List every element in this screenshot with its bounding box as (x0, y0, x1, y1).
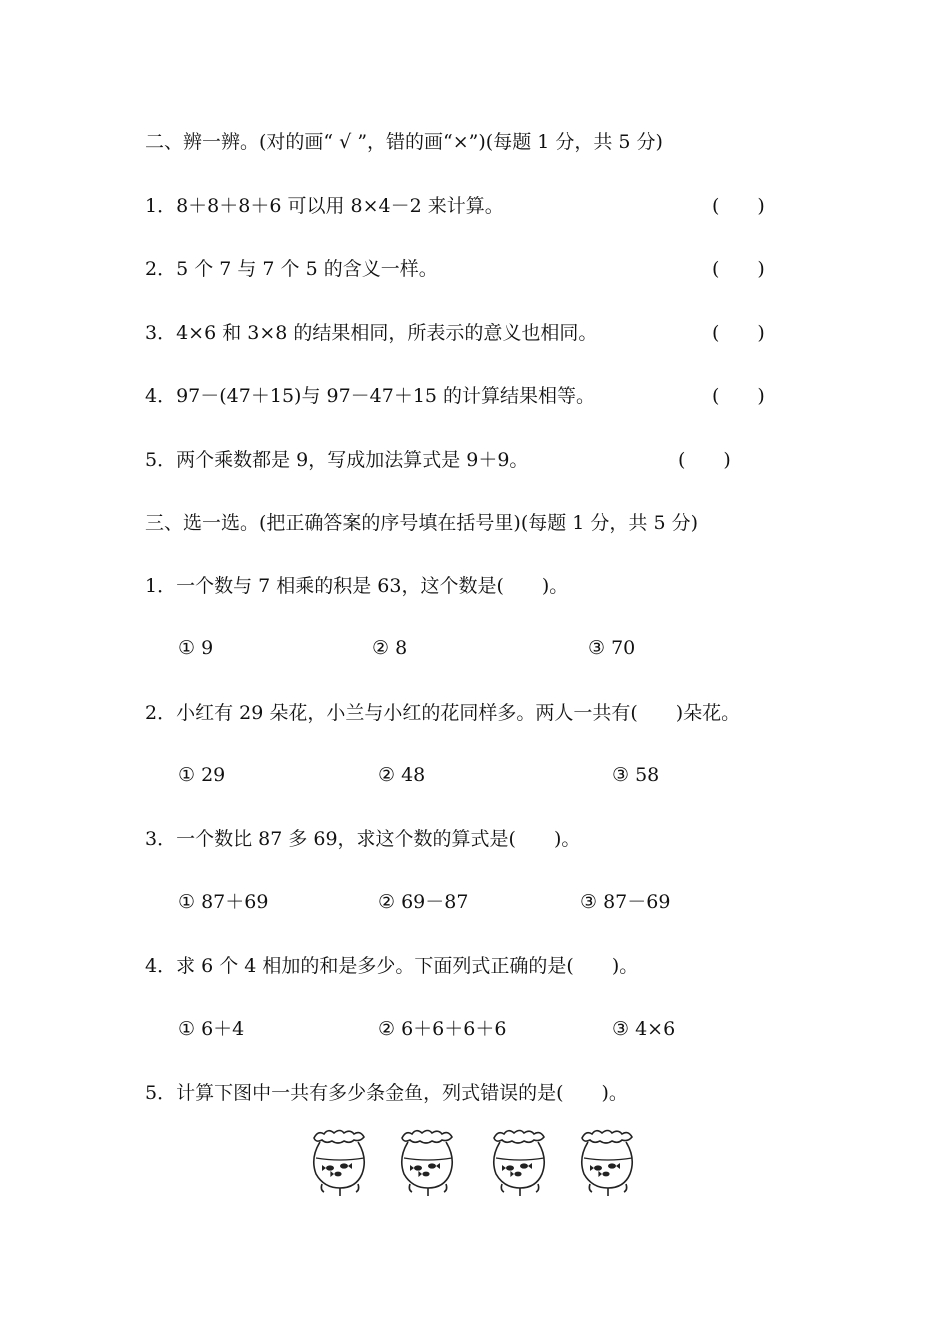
goldfish-bowl-icon (402, 1131, 453, 1197)
tf-question-3: 3．4×6 和 3×8 的结果相同，所表示的意义也相同。 (145, 322, 598, 344)
mc-q1-option-2[interactable]: ② 8 (372, 637, 408, 659)
tf-answer-blank-3[interactable]: ( ) (712, 322, 765, 344)
goldfish-bowls-svg (310, 1126, 650, 1198)
tf-question-2: 2．5 个 7 与 7 个 5 的含义一样。 (145, 258, 438, 280)
tf-answer-blank-5[interactable]: ( ) (678, 449, 731, 471)
goldfish-bowl-icon (314, 1131, 365, 1197)
mc-question-5: 5．计算下图中一共有多少条金鱼，列式错误的是( )。 (145, 1082, 628, 1104)
mc-q4-option-2[interactable]: ② 6＋6＋6＋6 (378, 1018, 507, 1040)
mc-q2-option-1[interactable]: ① 29 (178, 764, 226, 786)
mc-q3-option-1[interactable]: ① 87＋69 (178, 891, 269, 913)
mc-question-4: 4．求 6 个 4 相加的和是多少。下面列式正确的是( )。 (145, 955, 639, 977)
goldfish-bowl-icon (582, 1131, 633, 1197)
goldfish-bowl-icon (494, 1131, 545, 1197)
mc-q1-option-1[interactable]: ① 9 (178, 637, 214, 659)
tf-answer-blank-4[interactable]: ( ) (712, 385, 765, 407)
mc-q1-option-3[interactable]: ③ 70 (588, 637, 636, 659)
mc-q3-option-3[interactable]: ③ 87－69 (580, 891, 671, 913)
tf-answer-blank-1[interactable]: ( ) (712, 195, 765, 217)
mc-question-1: 1．一个数与 7 相乘的积是 63，这个数是( )。 (145, 575, 569, 597)
tf-question-1: 1．8＋8＋8＋6 可以用 8×4－2 来计算。 (145, 195, 504, 217)
mc-q2-option-2[interactable]: ② 48 (378, 764, 426, 786)
mc-question-2: 2．小红有 29 朵花，小兰与小红的花同样多。两人一共有( )朵花。 (145, 702, 741, 724)
mc-question-3: 3．一个数比 87 多 69，求这个数的算式是( )。 (145, 828, 581, 850)
mc-q3-option-2[interactable]: ② 69－87 (378, 891, 469, 913)
mc-q4-option-3[interactable]: ③ 4×6 (612, 1018, 676, 1040)
mc-q2-option-3[interactable]: ③ 58 (612, 764, 660, 786)
tf-question-4: 4．97－(47＋15)与 97－47＋15 的计算结果相等。 (145, 385, 596, 407)
mc-q4-option-1[interactable]: ① 6＋4 (178, 1018, 245, 1040)
tf-answer-blank-2[interactable]: ( ) (712, 258, 765, 280)
tf-question-5: 5．两个乘数都是 9，写成加法算式是 9＋9。 (145, 449, 529, 471)
section2-heading: 二、辨一辨。(对的画“ √ ”，错的画“×”)(每题 1 分，共 5 分) (145, 131, 663, 153)
section3-heading: 三、选一选。(把正确答案的序号填在括号里)(每题 1 分，共 5 分) (145, 512, 698, 534)
goldfish-bowls-figure (310, 1126, 650, 1198)
